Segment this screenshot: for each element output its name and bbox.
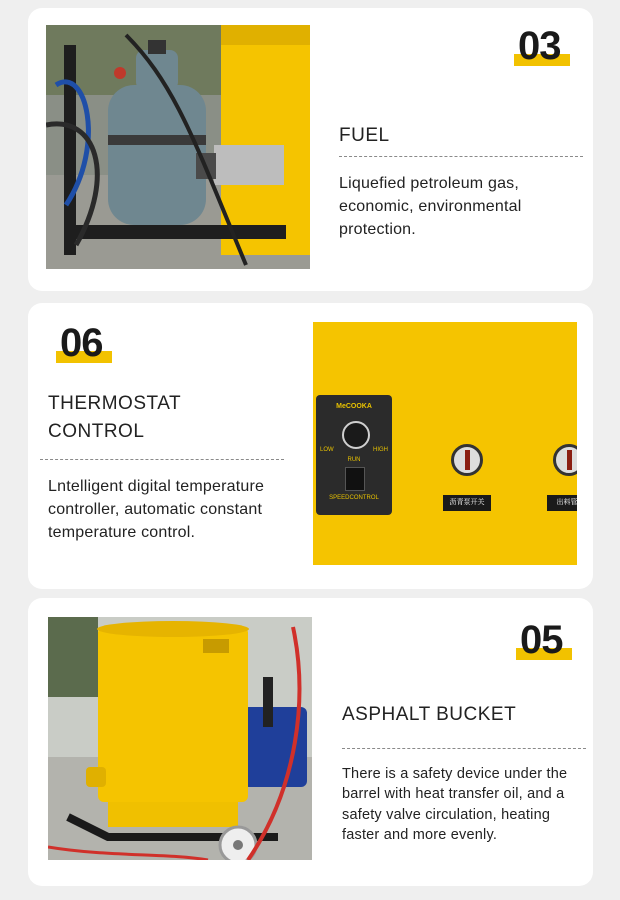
pump-switch-knob [451, 444, 483, 476]
discharge-switch-label: 出料管 [547, 495, 577, 511]
section-number: 03 [518, 26, 561, 66]
speed-controller [316, 395, 392, 515]
feature-card-thermostat [28, 303, 593, 589]
scale-low: LOW [320, 447, 334, 453]
feature-card-asphalt-bucket [28, 598, 593, 886]
asphalt-bucket-photo [48, 617, 312, 860]
controller-brand: MeCOOKA [336, 403, 372, 410]
discharge-switch-knob [553, 444, 577, 476]
control-panel-photo [313, 322, 577, 565]
feature-card-fuel [28, 8, 593, 291]
dashed-divider [339, 156, 583, 157]
run-switch [345, 467, 365, 491]
section-title: THERMOSTAT CONTROL [48, 393, 181, 442]
section-description: Liquefied petroleum gas, economic, environmental protection. [339, 175, 522, 239]
dashed-divider [342, 748, 586, 749]
scale-high: HIGH [373, 447, 388, 453]
asphalt-machine-image [48, 617, 312, 860]
run-label: RUN [347, 457, 361, 463]
pump-switch-label: 沥青泵开关 [443, 495, 491, 511]
section-description: Lntelligent digital temperature controller, automatic constant temperature control. [48, 478, 265, 542]
speed-control-label: SPEEDCONTROL [329, 495, 379, 501]
section-description: There is a safety device under the barrel with heat transfer oil, and a safety valve circulation, heating faster and more evenly. [342, 766, 568, 843]
dashed-divider [40, 459, 284, 460]
section-title: ASPHALT BUCKET [342, 704, 517, 725]
gas-cylinder-image [46, 25, 310, 269]
speed-knob [342, 421, 370, 449]
section-number: 06 [60, 323, 103, 363]
section-title: FUEL [339, 125, 390, 146]
fuel-photo [46, 25, 310, 269]
section-number: 05 [520, 620, 563, 660]
